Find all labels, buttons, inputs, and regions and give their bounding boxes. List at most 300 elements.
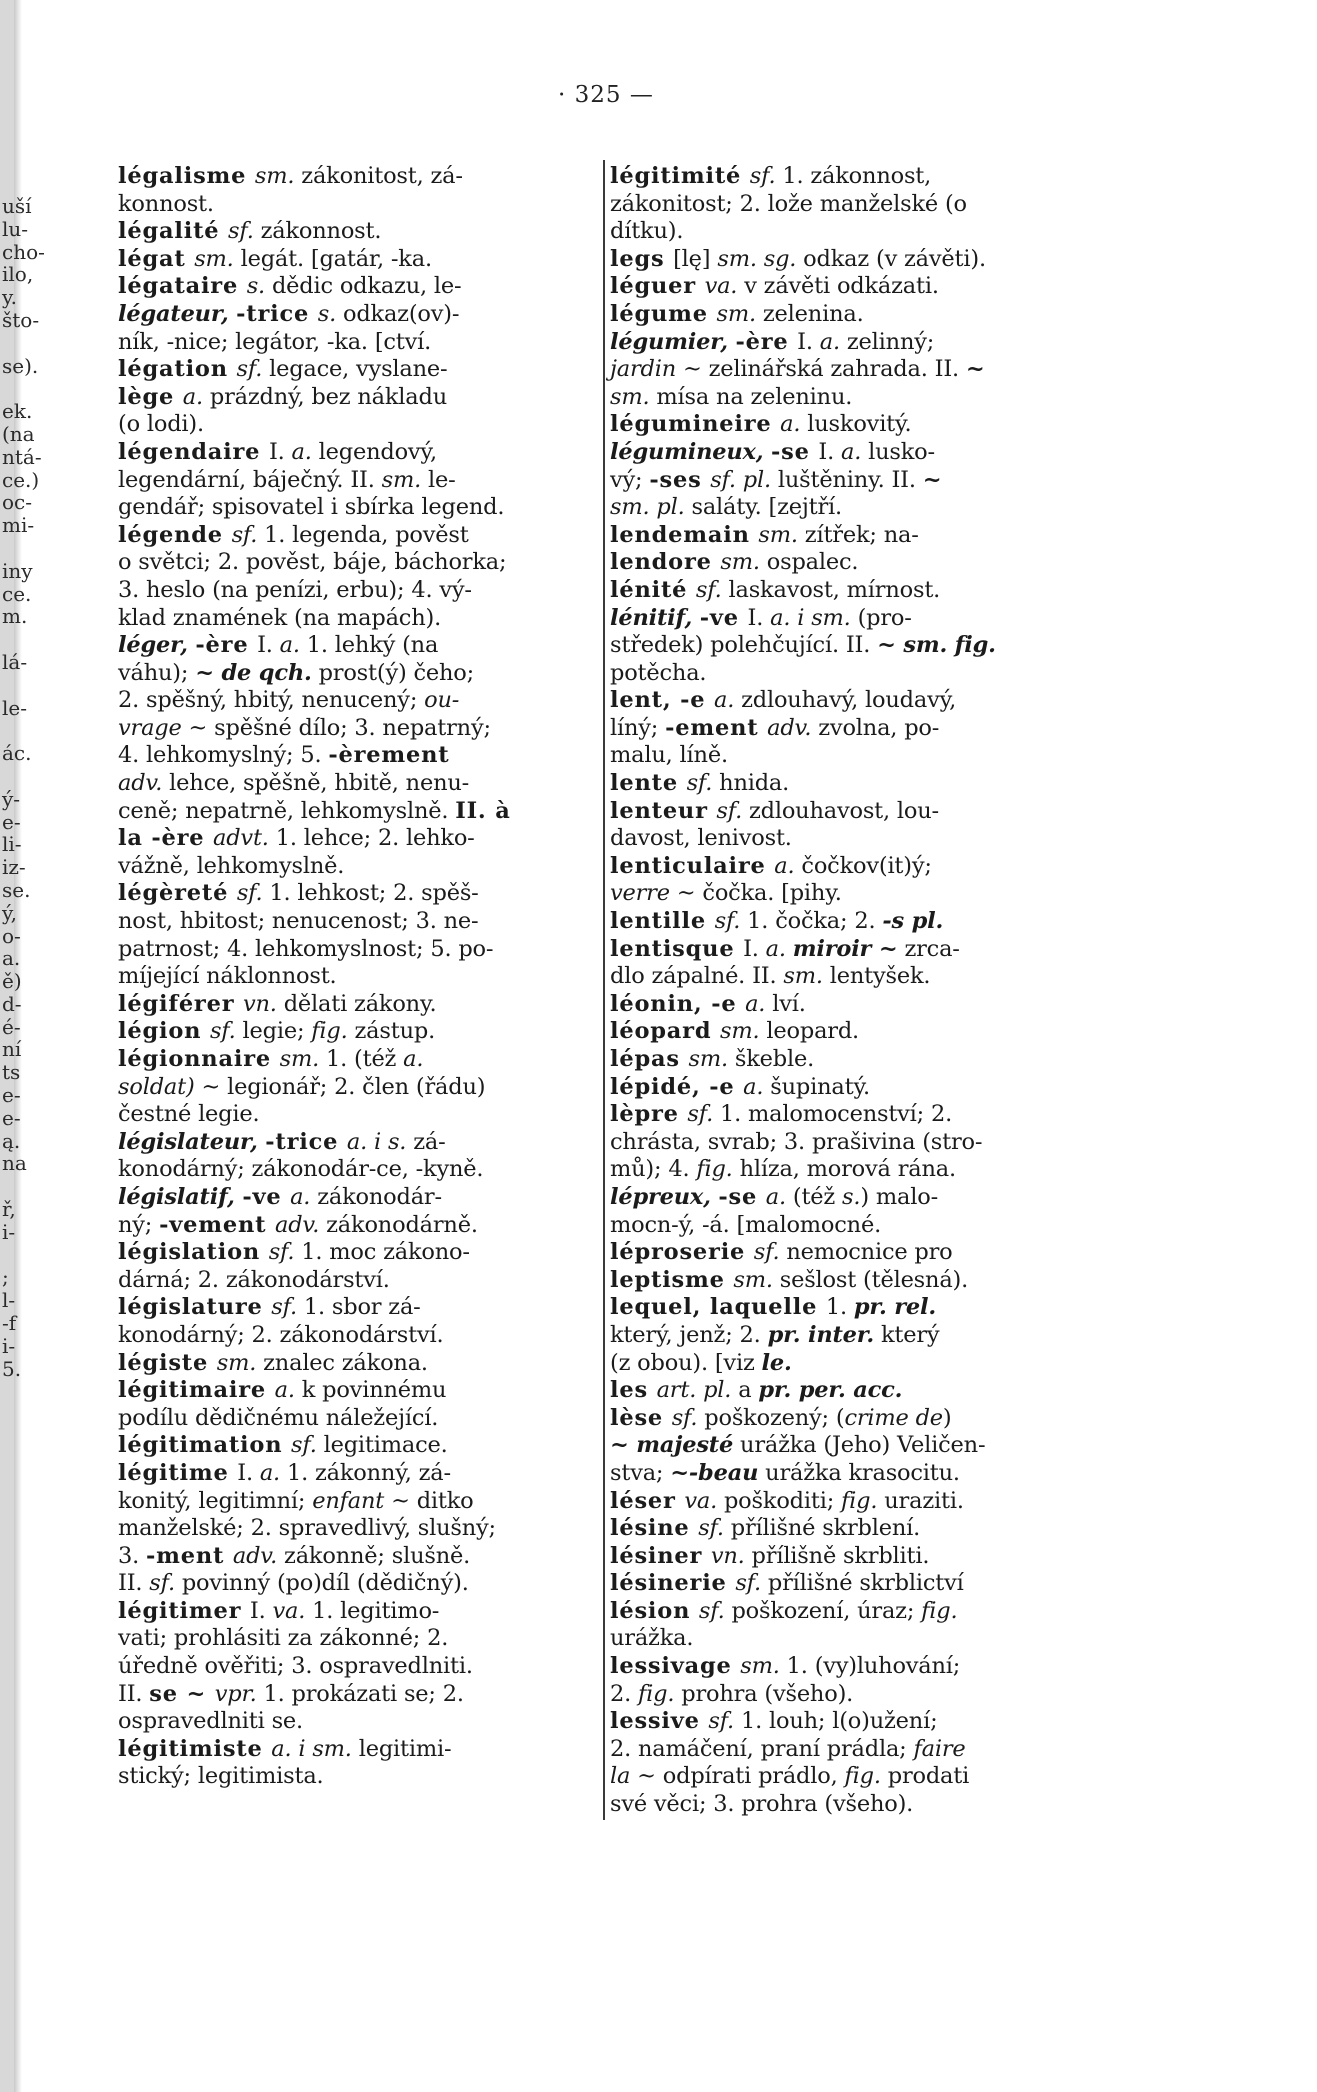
definition-text: zítřek; na- — [797, 521, 919, 548]
previous-page-fragment: iny — [2, 558, 33, 583]
definition-text: konitý, legitimní; — [118, 1487, 313, 1514]
definition-text: urážka krasocitu. — [758, 1459, 960, 1486]
definition-text: uraziti. — [877, 1487, 964, 1514]
definition-text: prodati — [880, 1763, 970, 1790]
entry-line — [610, 467, 1082, 495]
grammar-label: sf. — [271, 1294, 297, 1321]
definition-text: mísa na zeleninu. — [649, 383, 853, 410]
headword: légataire — [118, 273, 247, 300]
definition-text: zelinný; — [839, 328, 935, 355]
definition-text: I. — [249, 1597, 273, 1624]
definition-text: 1. legenda, pověst — [257, 521, 469, 548]
entry-line — [118, 991, 590, 1019]
previous-page-fragment: oc- — [2, 490, 32, 515]
definition-text: sešlost (tělesná). — [772, 1266, 969, 1293]
definition-text: konnost. — [118, 190, 214, 217]
entry-line — [118, 1570, 590, 1598]
definition-text: poškoditi; — [717, 1487, 842, 1514]
grammar-label: a. — [290, 1183, 311, 1210]
headword: lépas — [610, 1046, 689, 1072]
example-phrase: enfant ~ — [312, 1487, 410, 1514]
entry-line — [610, 798, 1082, 826]
definition-text: v závěti odkázati. — [737, 273, 939, 300]
headword: -s pl. — [882, 908, 944, 935]
definition-text: luskovitý. — [800, 411, 912, 438]
grammar-label: sf. — [714, 908, 741, 935]
entry-line — [610, 1156, 1082, 1184]
headword: leptisme — [610, 1266, 734, 1293]
grammar-label: adv. — [232, 1542, 278, 1569]
headword: -e — [711, 990, 746, 1017]
entry-line — [118, 1488, 590, 1516]
previous-page-fragment: ek. — [2, 399, 33, 424]
previous-page-fragment: iz- — [2, 855, 26, 880]
definition-text: zákonodár- — [310, 1183, 442, 1210]
entry-line — [610, 632, 1082, 660]
grammar-label: art. pl. — [656, 1377, 732, 1404]
definition-text: líný; — [610, 714, 666, 741]
grammar-label: sf. — [686, 770, 713, 797]
entry-line — [610, 1239, 1082, 1267]
entry-line — [118, 1432, 590, 1460]
definition-text: zákonitost, zá- — [294, 163, 463, 189]
definition-text: a — [731, 1377, 759, 1404]
headword: lente — [610, 770, 687, 797]
definition-text: vati; prohlásiti za zákonné; 2. — [118, 1625, 449, 1652]
definition-text: mocn-ý, -á. [malomocné. — [610, 1211, 882, 1238]
grammar-label: fig. — [311, 1018, 348, 1045]
definition-text: dědic odkazu, le- — [265, 273, 462, 300]
example-phrase: faire — [913, 1735, 966, 1762]
grammar-label: a. — [780, 411, 801, 438]
previous-page-fragment — [2, 674, 38, 697]
headword: légumier, — [610, 328, 736, 355]
definition-text: zá- — [406, 1128, 446, 1155]
grammar-label: a. — [745, 990, 766, 1017]
dictionary-column-right — [610, 163, 1082, 1819]
entry-line — [118, 1156, 590, 1184]
definition-text: povinný (po)díl (dědičný). — [174, 1570, 469, 1597]
headword: lenteur — [610, 797, 717, 824]
entry-line — [610, 191, 1082, 219]
headword: -trice — [236, 300, 318, 327]
headword: -e — [709, 1073, 744, 1100]
definition-text: saláty. [zejtří. — [684, 494, 843, 521]
grammar-label: sf. — [228, 218, 254, 245]
headword: législation — [118, 1239, 269, 1266]
previous-page-fragment — [2, 1175, 38, 1198]
entry-line — [610, 660, 1082, 688]
definition-text: čočka. [pihy. — [695, 880, 842, 907]
grammar-label: a. — [291, 438, 312, 465]
grammar-label: sm. — [720, 549, 760, 576]
previous-page-fragment: ntá- — [2, 444, 42, 469]
definition-text: přílišně skrbliti. — [744, 1542, 930, 1569]
grammar-label: sm. — [381, 466, 422, 493]
entry-line — [118, 494, 590, 522]
grammar-label: sm. — [733, 1266, 773, 1293]
definition-text: své věci; 3. prohra (všeho). — [610, 1791, 914, 1818]
previous-page-fragment: i- — [2, 1333, 16, 1358]
entry-line — [118, 1377, 590, 1405]
definition-text: manželské; 2. spravedlivý, slušný; — [118, 1515, 496, 1542]
definition-text: vážně, lehkomyslně. — [118, 852, 345, 879]
previous-page-fragment: ce. — [2, 581, 32, 606]
previous-page-edge — [2, 194, 45, 1835]
definition-text: 1. zákonnost, — [775, 163, 932, 189]
entry-line — [118, 963, 590, 991]
definition-text: patrnost; 4. lehkomyslnost; 5. po- — [118, 935, 494, 962]
definition-text: 2. namáčení, praní prádla; — [610, 1735, 914, 1762]
definition-text: davost, lenivost. — [610, 825, 792, 852]
grammar-label: adv. — [274, 1211, 320, 1238]
headword: légalisme — [118, 163, 255, 189]
definition-text: spěšné dílo; 3. nepatrný; — [207, 714, 491, 741]
entry-line — [610, 1405, 1082, 1433]
definition-text: odpírati prádlo, — [655, 1763, 845, 1790]
headword: lésion — [610, 1597, 699, 1624]
entry-line — [118, 1405, 590, 1433]
definition-text: klad znamének (na mapách). — [118, 604, 442, 631]
headword: légitimiste — [118, 1735, 272, 1762]
grammar-label: a. — [743, 1073, 764, 1100]
entry-line — [118, 1184, 590, 1212]
entry-line — [610, 1046, 1082, 1074]
headword: légendaire — [118, 438, 269, 465]
definition-text: škeble. — [727, 1046, 815, 1072]
definition-text: zelinářská zahrada. II. — [701, 356, 966, 383]
headword: ~ — [965, 356, 986, 383]
definition-text: chrásta, svrab; 3. prašivina (stro- — [610, 1128, 983, 1155]
definition-text: zrca- — [897, 935, 960, 962]
grammar-label: sm. — [758, 521, 798, 548]
definition-text: laskavost, mírnost. — [721, 576, 941, 603]
headword: légume — [610, 300, 717, 327]
definition-text: lví. — [765, 990, 806, 1017]
entry-line — [610, 439, 1082, 467]
previous-page-fragment: o- — [2, 923, 21, 948]
entry-line — [610, 687, 1082, 715]
previous-page-fragment: ą. — [2, 1128, 21, 1153]
definition-text: 1. legitimo- — [305, 1597, 440, 1624]
headword: -e — [680, 687, 714, 714]
entry-line — [610, 991, 1082, 1019]
entry-line — [118, 687, 590, 715]
headword: légat — [118, 245, 195, 272]
headword: légionnaire — [118, 1046, 280, 1072]
definition-text: II. — [118, 1680, 150, 1707]
headword: lenticulaire — [610, 852, 775, 879]
headword: lénitif, — [610, 604, 700, 631]
headword: lépidé, — [610, 1073, 710, 1100]
definition-text: legionář; 2. člen (řádu) — [220, 1073, 486, 1100]
entry-line — [118, 1763, 590, 1791]
headword: lèpre — [610, 1101, 688, 1128]
entry-line — [610, 1018, 1082, 1046]
grammar-label: sf. — [671, 1404, 698, 1431]
definition-text: 1. sbor zá- — [296, 1294, 421, 1321]
definition-text: leopard. — [759, 1018, 859, 1045]
definition-text: k povinnému — [294, 1377, 447, 1404]
entry-line — [610, 770, 1082, 798]
previous-page-fragment: li- — [2, 832, 22, 857]
entry-line — [118, 880, 590, 908]
headword: légumineux, — [610, 438, 772, 465]
definition-text: potěcha. — [610, 659, 707, 686]
definition-text: zvolna, po- — [811, 714, 940, 741]
entry-line — [118, 936, 590, 964]
entry-line — [610, 1736, 1082, 1764]
entry-line — [610, 825, 1082, 853]
definition-text: 2. spěšný, hbitý, nenucený; — [118, 687, 425, 714]
definition-text — [786, 936, 793, 962]
headword: -ère — [735, 328, 798, 355]
definition-text: mů); 4. — [610, 1156, 697, 1183]
headword: -vement — [159, 1211, 275, 1238]
definition-text: 3. heslo (na penízi, erbu); 4. vý- — [118, 576, 472, 603]
entry-line — [610, 908, 1082, 936]
entry-line — [118, 853, 590, 881]
entry-line — [610, 1708, 1082, 1736]
entry-line — [118, 329, 590, 357]
grammar-label: a. — [713, 687, 735, 714]
previous-page-fragment: ; — [2, 1265, 9, 1290]
definition-text: který — [874, 1321, 940, 1348]
headword: -ement — [665, 714, 768, 741]
entry-line — [610, 1074, 1082, 1102]
definition-text: zákonodárně. — [319, 1211, 478, 1238]
entry-line — [118, 1736, 590, 1764]
headword: -èrement — [328, 742, 450, 769]
example-phrase: ou- — [424, 687, 460, 714]
entry-line — [610, 1101, 1082, 1129]
definition-text: stický; legitimista. — [118, 1763, 324, 1790]
definition-text: 1. lehce; 2. lehko- — [268, 825, 475, 852]
entry-line — [610, 1653, 1082, 1681]
previous-page-fragment: lu- — [2, 216, 29, 241]
previous-page-fragment: é- — [2, 1014, 21, 1039]
entry-line — [118, 1018, 590, 1046]
headword: légateur, — [118, 300, 237, 327]
definition-text: (z obou). [viz — [610, 1349, 762, 1376]
headword: pr. rel. — [853, 1294, 937, 1321]
grammar-label: s. — [842, 1183, 861, 1210]
entry-line — [118, 163, 590, 191]
grammar-label: sf. pl. — [710, 466, 771, 493]
grammar-label: sf. — [291, 1432, 317, 1459]
previous-page-fragment: ilo, — [2, 262, 34, 287]
entry-line — [610, 1294, 1082, 1322]
entry-line — [118, 632, 590, 660]
grammar-label: sf. — [236, 880, 263, 907]
definition-text: nost, hbitost; nenucenost; 3. ne- — [118, 908, 479, 935]
previous-page-fragment: i- — [2, 1219, 16, 1244]
grammar-label: a. — [774, 852, 795, 879]
grammar-label: a. i s. — [346, 1128, 407, 1155]
definition-text: I. — [237, 1459, 260, 1486]
grammar-label: a. — [765, 1183, 786, 1210]
entry-line — [610, 1515, 1082, 1543]
previous-page-fragment: na — [2, 1151, 27, 1176]
definition-text: (též — [785, 1183, 843, 1210]
definition-text: I. — [818, 438, 841, 465]
headword: ~ majesté — [610, 1432, 734, 1459]
example-phrase: verre ~ — [610, 880, 696, 907]
previous-page-fragment: mi- — [2, 513, 35, 538]
definition-text: zástup. — [347, 1018, 436, 1045]
definition-text: 1. zákonný, zá- — [280, 1459, 451, 1486]
grammar-label: fig. — [696, 1156, 733, 1183]
headword: lentille — [610, 908, 715, 935]
headword: lèse — [610, 1404, 672, 1431]
headword: lendemain — [610, 521, 759, 548]
grammar-label: sf. — [716, 797, 743, 824]
entry-line — [118, 577, 590, 605]
previous-page-fragment: m. — [2, 604, 28, 629]
definition-text: zákonitost; 2. lože manželské (o — [610, 190, 967, 217]
previous-page-fragment — [2, 537, 38, 560]
grammar-label: a. — [840, 438, 862, 465]
entry-line — [118, 218, 590, 246]
definition-text: 1. moc zákono- — [294, 1239, 470, 1266]
grammar-label: a. i sm. — [770, 604, 851, 631]
grammar-label: sm. pl. — [610, 494, 685, 521]
previous-page-fragment: e- — [2, 1105, 21, 1130]
definition-text: ospravedlniti se. — [118, 1708, 303, 1735]
definition-text: II. — [118, 1570, 150, 1597]
grammar-label: sf. — [698, 1597, 725, 1624]
entry-line — [610, 301, 1082, 329]
headword: -trice — [265, 1128, 347, 1155]
headword: le. — [761, 1349, 792, 1376]
grammar-label: sm. sg. — [717, 245, 797, 272]
grammar-label: a. i sm. — [271, 1735, 352, 1762]
grammar-label: a. — [819, 328, 840, 355]
entry-line — [118, 246, 590, 274]
previous-page-fragment: d- — [2, 991, 22, 1016]
entry-line — [610, 742, 1082, 770]
definition-text: I. — [268, 438, 292, 465]
headword: ~ de qch. — [195, 659, 312, 686]
headword: -ve — [699, 604, 748, 631]
definition-text: šupinatý. — [763, 1073, 870, 1100]
entry-line — [610, 246, 1082, 274]
headword: -ment — [146, 1542, 233, 1569]
entry-line — [610, 273, 1082, 301]
previous-page-fragment: što- — [2, 307, 40, 332]
previous-page-fragment: (na — [2, 421, 35, 446]
entry-line — [118, 1267, 590, 1295]
definition-text: dělati zákony. — [276, 990, 437, 1017]
definition-text: konodárný; zákonodár-ce, -kyně. — [118, 1156, 484, 1183]
entry-line — [610, 1681, 1082, 1709]
grammar-label: sf. — [753, 1239, 780, 1266]
definition-text: ) — [942, 1404, 952, 1431]
previous-page-fragment: ě) — [2, 969, 22, 994]
entry-line — [610, 1432, 1082, 1460]
headword: légitimation — [118, 1432, 292, 1459]
headword: légitimer — [118, 1597, 250, 1624]
headword: lequel, laquelle — [610, 1294, 826, 1321]
entry-line — [610, 936, 1082, 964]
definition-text: I. — [747, 604, 771, 631]
grammar-label: a. — [182, 383, 203, 410]
entry-line — [118, 1074, 590, 1102]
example-phrase: soldat) ~ — [118, 1073, 221, 1100]
definition-text: I. — [257, 632, 280, 659]
entry-line — [610, 963, 1082, 991]
previous-page-fragment — [2, 377, 38, 400]
definition-text: (pro- — [850, 604, 912, 631]
headword: léser — [610, 1487, 685, 1514]
grammar-label: sf. — [209, 1018, 236, 1045]
entry-line — [118, 1101, 590, 1129]
definition-text: o světci; 2. pověst, báje, báchorka; — [118, 549, 507, 576]
previous-page-fragment — [2, 765, 38, 788]
grammar-label: s. — [317, 300, 337, 327]
headword: législatif, — [118, 1183, 243, 1210]
entry-line — [118, 549, 590, 577]
definition-text: legace, vyslane- — [262, 356, 448, 383]
previous-page-fragment: y. — [2, 285, 17, 310]
entry-line — [118, 384, 590, 412]
entry-line — [118, 439, 590, 467]
definition-text: 1. malomocenství; 2. — [713, 1101, 953, 1128]
definition-text: gendář; spisovatel i sbírka legend. — [118, 494, 505, 521]
previous-page-fragment: e- — [2, 809, 21, 834]
previous-page-fragment: ní — [2, 1037, 22, 1062]
definition-text: prost(ý) čeho; — [311, 659, 475, 686]
previous-page-fragment: 5. — [2, 1356, 22, 1381]
grammar-label: va. — [684, 1487, 718, 1514]
headword: -se — [771, 438, 819, 465]
previous-page-fragment: e- — [2, 1083, 21, 1108]
entry-line — [610, 411, 1082, 439]
definition-text: 1. louh; l(o)užení; — [734, 1708, 938, 1735]
grammar-label: a. — [403, 1046, 424, 1072]
headword: léproserie — [610, 1239, 754, 1266]
previous-page-fragment — [2, 1244, 38, 1267]
example-phrase: vrage ~ — [118, 714, 208, 741]
definition-text: lentyšek. — [822, 963, 931, 990]
entry-line — [610, 1460, 1082, 1488]
headword: lésiner — [610, 1542, 711, 1569]
headword: législateur, — [118, 1128, 266, 1155]
headword: ~ — [922, 466, 943, 493]
grammar-label: sf. — [735, 1570, 761, 1597]
entry-line — [118, 1708, 590, 1736]
previous-page-fragment: se. — [2, 877, 31, 902]
entry-line — [118, 1681, 590, 1709]
definition-text: I. — [797, 328, 820, 355]
definition-text: 1. čočka; 2. — [740, 908, 883, 935]
definition-text: (o lodi). — [118, 411, 204, 438]
grammar-label: vn. — [710, 1542, 745, 1569]
entry-line — [610, 1184, 1082, 1212]
previous-page-fragment: ý- — [2, 786, 21, 811]
definition-text: podílu dědičnému náležející. — [118, 1404, 439, 1431]
entry-line — [610, 522, 1082, 550]
entry-line — [610, 1570, 1082, 1598]
entry-line — [118, 798, 590, 826]
definition-text: ceně; nepatrně, lehkomyslně. — [118, 797, 456, 824]
page-number: · 325 — — [558, 82, 654, 108]
grammar-label: sm. — [279, 1046, 320, 1072]
entry-line — [610, 605, 1082, 633]
entry-line — [118, 770, 590, 798]
grammar-label: sf. — [149, 1570, 175, 1597]
headword: lentisque — [610, 935, 744, 962]
